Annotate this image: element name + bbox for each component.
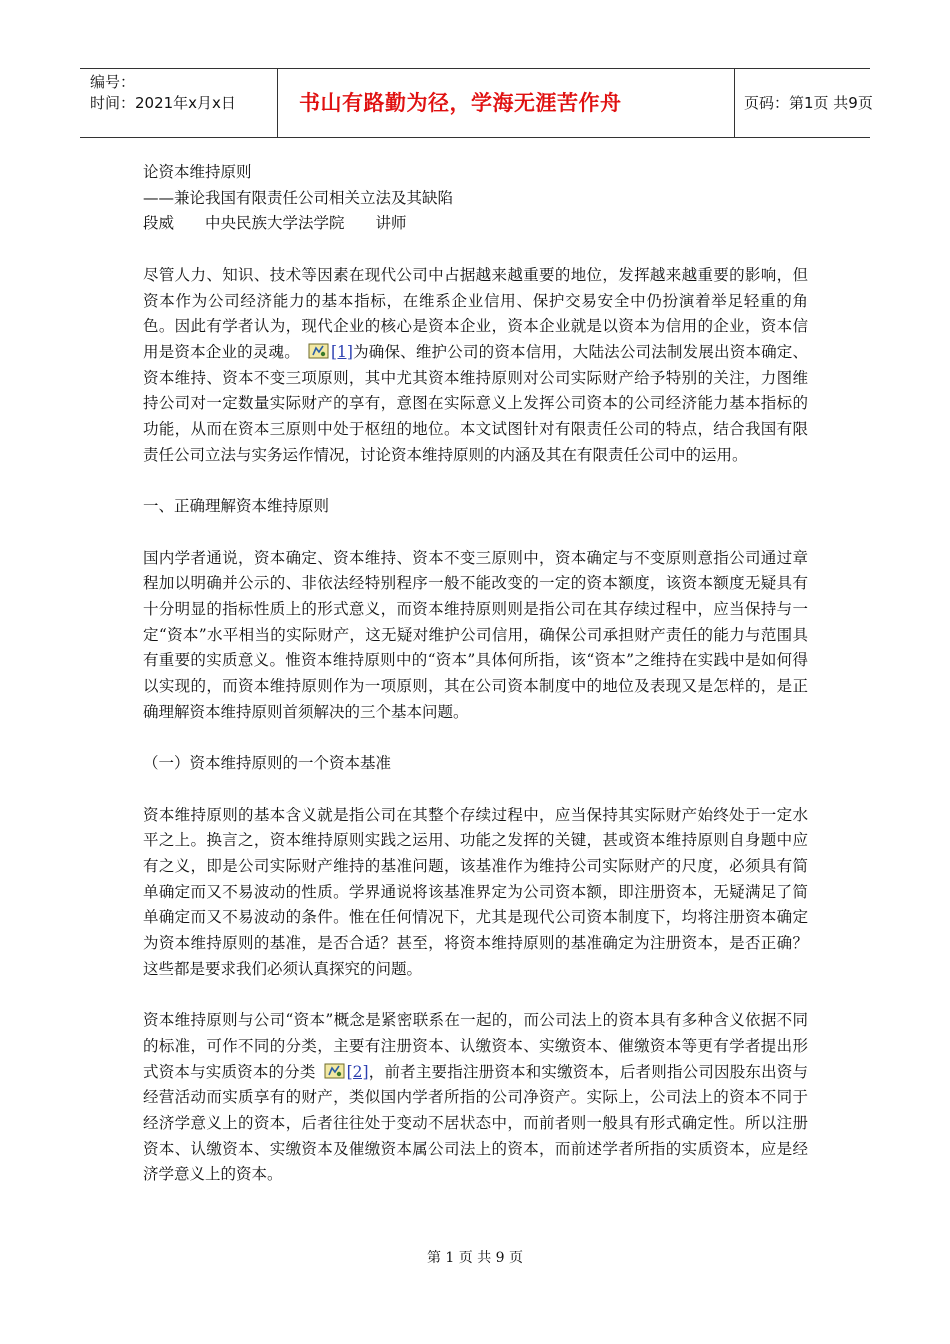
header-meta xyxy=(80,69,278,137)
para4-text-part2: ，前者主要指注册资本和实缴资本，后者则指公司因股东出资与经营活动而实质享有的财产，类似国内学者所指的公司净资产。实际上，公司法上的资本不同于经济学意义上的资本，后者往往处于变动不居状态中，而前者则一般具有形式确定性。所以注册资本、认缴资本、实缴资本及催缴资本属公司法上的资本，而前述学者所指的实质资本，应是经济学意义上的资本。 xyxy=(143,1062,808,1184)
section-heading-1-1: （一）资本维持原则的一个资本基准 xyxy=(143,754,392,773)
paragraph-capital-concept xyxy=(143,1008,808,1188)
paragraph-capital-baseline: 资本维持原则的基本含义就是指公司在其整个存续过程中，应当保持其实际财产始终处于一定水平之上。换言之，资本维持原则实践之运用、功能之发挥的关键，甚或资本维持原则自身题中应有之义，即是公司实际财产维持的基准问题，该基准作为维持公司实际财产的尺度，必须具有简单确定而又不易波动的性质。学界通说将该基准界定为公司资本额，即注册资本，无疑满足了简单确定而又不易波动的条件。惟在任何情况下，尤其是现代公司资本制度下，均将注册资本确定为资本维持原则的基准，是否合适？甚至，将资本维持原则的基准确定为注册资本，是否正确？这些都是要求我们必须认真探究的问题。 xyxy=(143,805,808,978)
paragraph-capital-principles: 国内学者通说，资本确定、资本维持、资本不变三原则中，资本确定与不变原则意指公司通过章程加以明确并公示的、非依法经特别程序一般不能改变的一定的资本额度，该资本额度无疑具有十分明显的指标性质上的形式意义，而资本维持原则则是指公司在其存续过程中，应当保持与一定“资本”水平相当的实际财产，这无疑对维护公司信用，确保公司承担财产责任的能力与范围具有重要的实质意义。惟资本维持原则中的“资本”具体何所指，该“资本”之维持在实践中是如何得以实现的，而资本维持原则作为一项原则，其在公司资本制度中的地位及表现又是怎样的，是正确理解资本维持原则首须解决的三个基本问题。 xyxy=(143,548,808,721)
intro-text-part2: 为确保、维护公司的资本信用，大陆法公司法制发展出资本确定、资本维持、资本不变三项原则，其中尤其资本维持原则对公司实际财产给予特别的关注，力图维持公司对一定数量实际财产的享有，意图在实际意义上发挥公司资本的公司经济能力基本指标的功能，从而在资本三原则中处于枢纽的地位。本文试图针对有限责任公司的特点，结合我国有限责任公司立法与实务运作情况，讨论资本维持原则的内涵及其在有限责任公司中的运用。 xyxy=(143,342,808,464)
comment-note-icon[interactable] xyxy=(324,1063,345,1079)
page-footer: 第 1 页 共 9 页 xyxy=(426,1250,524,1266)
footnote-link-1[interactable]: [1] xyxy=(330,342,353,361)
header-page-number: 页码：第1页 共9页 xyxy=(744,94,873,112)
doc-title: 论资本维持原则 xyxy=(143,163,252,181)
doc-number-label: 编号： xyxy=(90,73,136,91)
section-heading-1: 一、正确理解资本维持原则 xyxy=(143,497,330,516)
doc-author-line: 段威 中央民族大学法学院 讲师 xyxy=(143,214,407,233)
intro-text-part1: 尽管人力、知识、技术等因素在现代公司中占据越来越重要的地位，发挥越来越重要的影响，但资本作为公司经济能力的基本指标，在维系企业信用、保护交易安全中仍扮演着举足轻重的角色。因此有学者认为，现代企业的核心是资本企业，资本企业就是以资本为信用的企业，资本信用是资本企业的灵魂。 xyxy=(143,265,808,361)
document-body xyxy=(143,160,808,1188)
header-motto: 书山有路勤为径，学海无涯苦作舟 xyxy=(279,69,735,137)
doc-date: 时间：2021年x月x日 xyxy=(90,94,236,112)
footnote-link-2[interactable]: [2] xyxy=(346,1062,369,1081)
para4-text-part1: 资本维持原则与公司“资本”概念是紧密联系在一起的，而公司法上的资本具有多种含义依据不同的标准，可作不同的分类，主要有注册资本、认缴资本、实缴资本、催缴资本等更有学者提出形式资本与实质资本的分类 xyxy=(143,1011,808,1081)
page-header xyxy=(80,68,873,138)
comment-note-icon[interactable] xyxy=(308,343,329,359)
doc-subtitle: ——兼论我国有限责任公司相关立法及其缺陷 xyxy=(143,188,454,207)
intro-paragraph xyxy=(143,263,808,469)
